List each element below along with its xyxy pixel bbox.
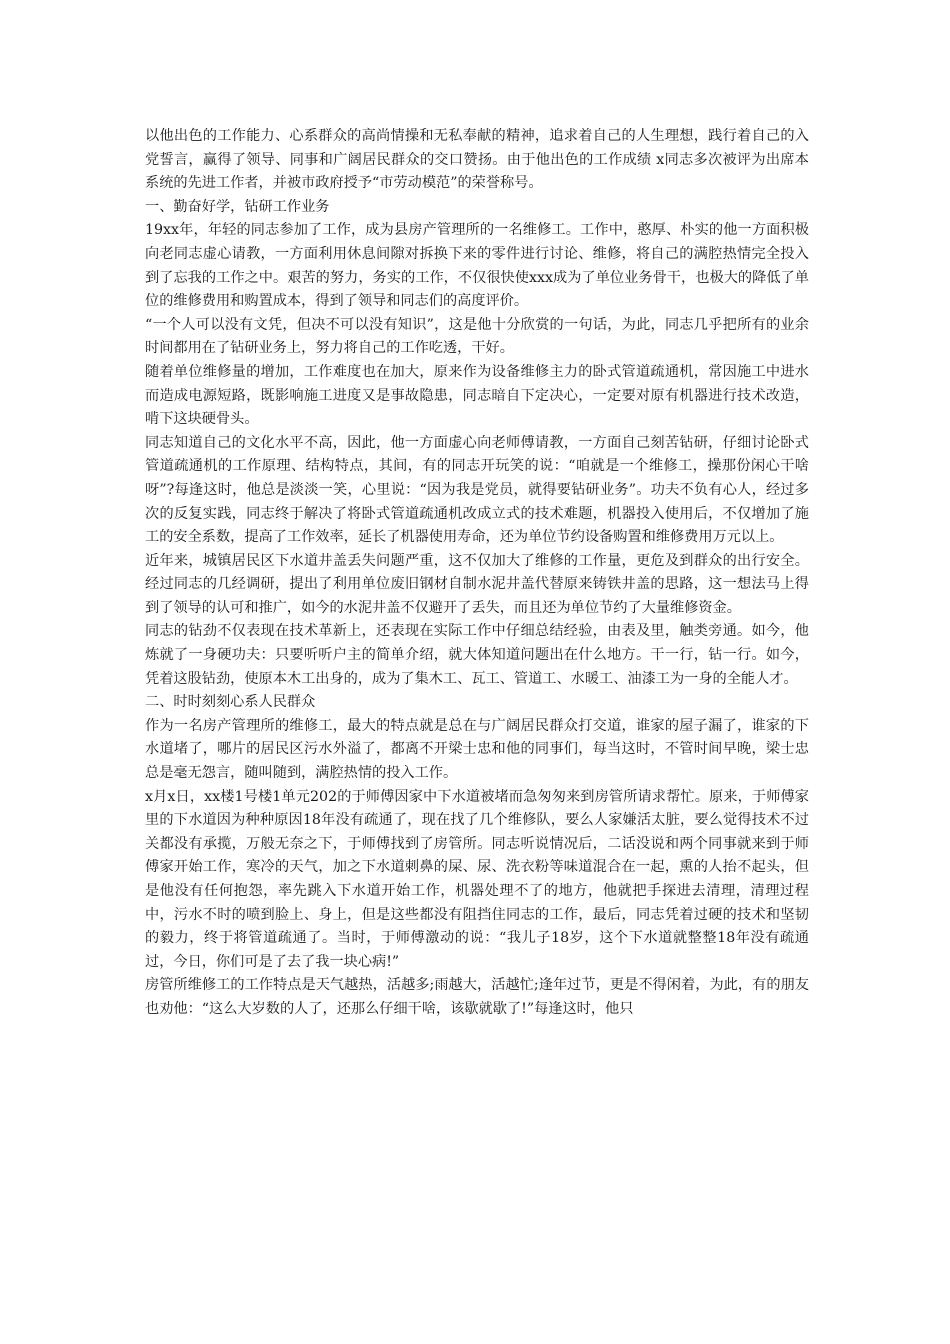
paragraph: 近年来，城镇居民区下水道井盖丢失问题严重，这不仅加大了维修的工作量，更危及到群众的出行安全。经过同志的几经调研，提出了利用单位废旧钢材自制水泥井盖代替原来铸铁井盖的思路，这一想法马上得到了领导的认可和推广，如今的水泥井盖不仅避开了丢失，而且还为单位节约了大量维修资金。 — [145, 552, 809, 616]
document-body — [145, 125, 809, 1022]
section-heading-2: 二、时时刻刻心系人民群众 — [145, 694, 316, 711]
paragraph: “一个人可以没有文凭，但决不可以没有知识”，这是他十分欣赏的一句话，为此，同志几乎把所有的业余时间都用在了钻研业务上，努力将自己的工作吃透，干好。 — [145, 316, 809, 357]
paragraph: x月x日，xx楼1号楼1单元202的于师傅因家中下水道被堵而急匆匆来到房管所请求帮忙。原来，于师傅家里的下水道因为种种原因18年没有疏通了，现在找了几个维修队，要么人家嫌活太脏，要么觉得技术不过关都没有承揽，万般无奈之下，于师傅找到了房管所。同志听说情况后，二话没说和两个同事就来到于师傅家开始工作，寒冷的天气，加之下水道刺鼻的屎、尿、洗衣粉等味道混合在一起，熏的人抬不起头，但是他没有任何抱怨，率先跳入下水道开始工作，机器处理不了的地方，他就把手探进去清理，清理过程中，污水不时的喷到脸上、身上，但是这些都没有阻挡住同志的工作，最后，同志凭着过硬的技术和坚韧的毅力，终于将管道疏通了。当时，于师傅激动的说：“我儿子18岁，这个下水道就整整18年没有疏通过，今日，你们可是了去了我一块心病!” — [145, 788, 809, 970]
paragraph: 随着单位维修量的增加，工作难度也在加大，原来作为设备维修主力的卧式管道疏通机，常因施工中进水而造成电源短路，既影响施工进度又是事故隐患，同志暗自下定决心，一定要对原有机器进行技术改造，啃下这块硬骨头。 — [145, 363, 809, 428]
section-heading-1: 一、勤奋好学，钻研工作业务 — [145, 198, 330, 215]
paragraph: 房管所维修工的工作特点是天气越热，活越多;雨越大，活越忙;逢年过节，更是不得闲着，为此，有的朋友也劝他：“这么大岁数的人了，还那么仔细干啥，该歇就歇了!”每逢这时，他只 — [145, 977, 809, 1017]
paragraph: 同志知道自己的文化水平不高，因此，他一方面虚心向老师傅请教，一方面自己刻苦钻研，仔细讨论卧式管道疏通机的工作原理、结构特点，其间，有的同志开玩笑的说：“咱就是一个维修工，操那份闲心干啥呀”?每逢这时，他总是淡淡一笑，心里说：“因为我是党员，就得要钻研业务”。功夫不负有心人，经过多次的反复实践，同志终于解决了将卧式管道疏通机改成立式的技术难题，机器投入使用后，不仅增加了施工的安全系数，提高了工作效率，延长了机器使用寿命，还为单位节约设备购置和维修费用万元以上。 — [145, 434, 809, 546]
paragraph: 作为一名房产管理所的维修工，最大的特点就是总在与广阔居民群众打交道，谁家的屋子漏了，谁家的下水道堵了，哪片的居民区污水外溢了，都离不开梁士忠和他的同事们，每当这时，不管时间早晚，梁士忠总是毫无怨言，随叫随到，满腔热情的投入工作。 — [145, 717, 809, 782]
paragraph: 19xx年，年轻的同志参加了工作，成为县房产管理所的一名维修工。工作中，憨厚、朴实的他一方面积极向老同志虚心请教，一方面利用休息间隙对拆换下来的零件进行讨论、维修，将自己的满腔热情完全投入到了忘我的工作之中。艰苦的努力，务实的工作，不仅很快使xxx成为了单位业务骨干，也极大的降低了单位的维修费用和购置成本，得到了领导和同志们的高度评价。 — [145, 222, 809, 310]
paragraph-intro: 以他出色的工作能力、心系群众的高尚情操和无私奉献的精神，追求着自己的人生理想，践行着自己的入党誓言，赢得了领导、同事和广阔居民群众的交口赞扬。由于他出色的工作成绩 x同志多次被评为出席本系统的先进工作者，并被市政府授予“市劳动模范”的荣誉称号。 — [145, 128, 809, 192]
paragraph: 同志的钻劲不仅表现在技术革新上，还表现在实际工作中仔细总结经验，由表及里，触类旁通。如今，他炼就了一身硬功夫：只要听听户主的简单介绍，就大体知道问题出在什么地方。干一行，钻一行。如今，凭着这股钻劲，使原本木工出身的，成为了集木工、瓦工、管道工、水暖工、油漆工为一身的全能人才。 — [145, 623, 809, 687]
